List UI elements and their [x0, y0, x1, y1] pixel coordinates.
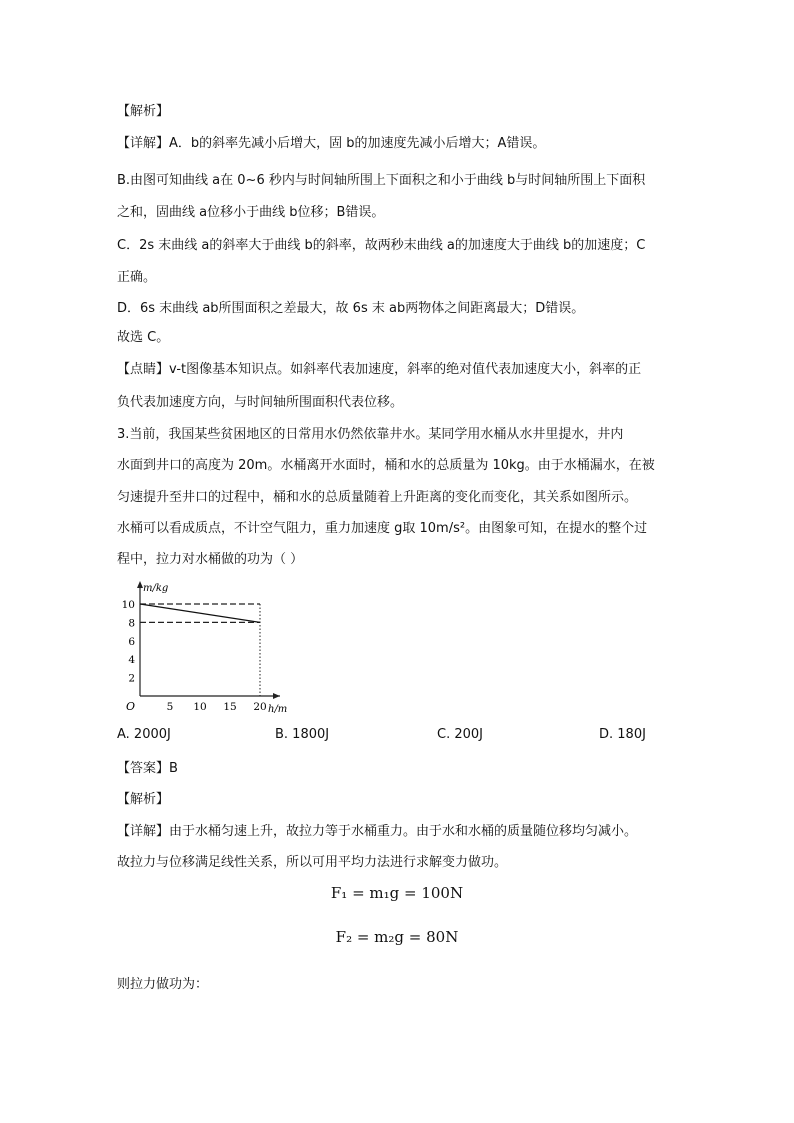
- detail-line-c1: C．2s 末曲线 a的斜率大于曲线 b的斜率，故两秒末曲线 a的加速度大于曲线 b的加速度；C: [117, 238, 646, 253]
- detail-line-3: 故拉力与位移满足线性关系，所以可用平均力法进行求解变力做功。: [117, 855, 508, 870]
- option-d[interactable]: D. 180J: [599, 727, 646, 742]
- series-line: [140, 604, 260, 622]
- x-axis-arrow: [273, 693, 280, 699]
- formula-f2: F₂ = m₂g = 80N: [335, 928, 459, 946]
- origin-label: O: [126, 700, 136, 713]
- section-analysis-heading-2: 【解析】: [117, 792, 170, 807]
- detail-line-a: 【详解】A．b的斜率先减小后增大，固 b的加速度先减小后增大；A错误。: [117, 136, 546, 151]
- y-tick-label: 4: [128, 654, 135, 667]
- work-intro-line: 则拉力做功为：: [117, 977, 209, 992]
- mass-height-chart: [110, 575, 300, 720]
- comment-line-1: 【点睛】v-t图像基本知识点。如斜率代表加速度，斜率的绝对值代表加速度大小，斜率的正: [117, 362, 642, 377]
- comment-line-2: 负代表加速度方向，与时间轴所围面积代表位移。: [117, 395, 404, 410]
- option-c[interactable]: C. 200J: [437, 727, 483, 742]
- y-tick-label: 10: [121, 599, 135, 611]
- question-3-line-1: 3.当前，我国某些贫困地区的日常用水仍然依靠井水。某同学用水桶从水井里提水，井内: [117, 427, 624, 442]
- detail-line-d1: D．6s 末曲线 ab所围面积之差最大，故 6s 末 ab两物体之间距离最大；D错误。: [117, 301, 585, 316]
- formula-f1: F₁ = m₁g = 100N: [330, 884, 464, 902]
- x-axis-label: h/m: [268, 704, 288, 715]
- answer-options: [117, 727, 677, 747]
- y-tick-label: 6: [128, 635, 135, 648]
- question-3-line-4: 水桶可以看成质点，不计空气阻力，重力加速度 g取 10m/s²。由图象可知，在提水的整个过: [117, 521, 648, 536]
- option-a[interactable]: A. 2000J: [117, 727, 171, 742]
- x-tick-label: 5: [166, 701, 174, 713]
- y-tick-label: 8: [128, 617, 135, 630]
- y-axis-label: m/kg: [143, 583, 169, 594]
- question-3-line-5: 程中，拉力对水桶做的功为（ ）: [117, 552, 304, 567]
- conclusion-line: 故选 C。: [117, 330, 170, 345]
- x-tick-label: 20: [253, 701, 267, 713]
- option-b[interactable]: B. 1800J: [275, 727, 330, 742]
- section-analysis-heading: 【解析】: [117, 104, 170, 119]
- detail-line-c2: 正确。: [117, 270, 157, 285]
- question-3-line-3: 匀速提升至井口的过程中，桶和水的总质量随着上升距离的变化而变化，其关系如图所示。: [117, 490, 638, 505]
- y-tick-label: 2: [128, 672, 135, 685]
- x-tick-label: 10: [193, 701, 207, 713]
- detail-line-b1: B.由图可知曲线 a在 0~6 秒内与时间轴所围上下面积之和小于曲线 b与时间轴所围上下面积: [117, 173, 646, 188]
- detail-line-b2: 之和，固曲线 a位移小于曲线 b位移；B错误。: [117, 205, 385, 220]
- question-3-line-2: 水面到井口的高度为 20m。水桶离开水面时，桶和水的总质量为 10kg。由于水桶漏水，在被: [117, 458, 655, 473]
- x-tick-label: 15: [223, 701, 237, 713]
- detail-line-2: 【详解】由于水桶匀速上升，故拉力等于水桶重力。由于水和水桶的质量随位移均匀减小。: [117, 824, 638, 839]
- answer-line: 【答案】B: [117, 761, 178, 776]
